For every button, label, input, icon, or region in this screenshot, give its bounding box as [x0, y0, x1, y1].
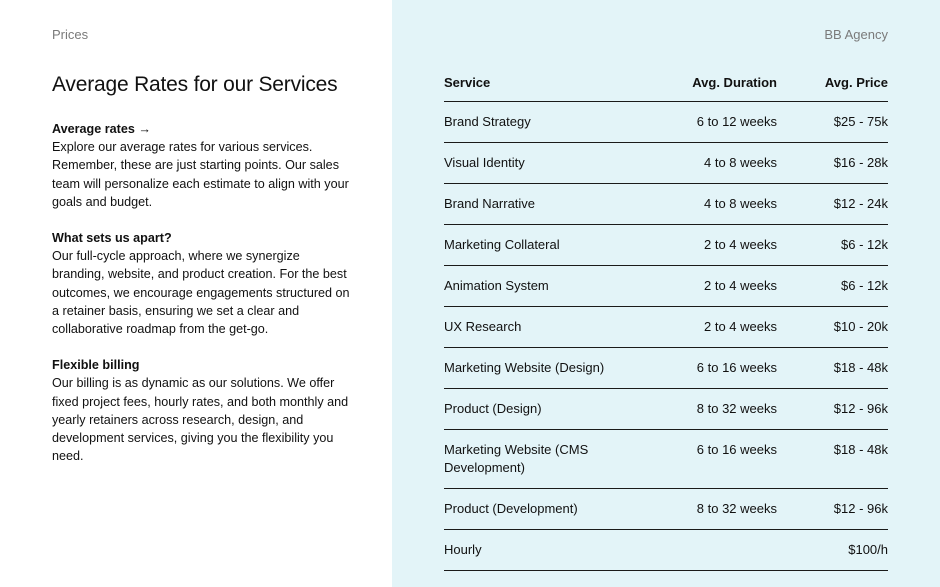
cell-service: Product (Development)	[444, 501, 578, 516]
table-row	[444, 307, 888, 348]
cell-price: $100/h	[848, 542, 888, 557]
table-body	[444, 102, 888, 571]
table-header	[444, 65, 888, 102]
cell-duration: 2 to 4 weeks	[704, 237, 777, 252]
table-row	[444, 184, 888, 225]
section-flexible-billing	[52, 356, 352, 465]
section-body: Our full-cycle approach, where we synergize branding, website, and product creation. For the best outcomes, we encourage engagements structured on a retainer basis, ensuring we set a clear and collaborative roadmap from the get-go.	[52, 249, 350, 337]
column-header-price: Avg. Price	[824, 75, 888, 90]
table-row	[444, 266, 888, 307]
section-what-sets-us-apart	[52, 229, 352, 338]
cell-service: Visual Identity	[444, 155, 525, 170]
cell-service: Animation System	[444, 278, 549, 293]
cell-price: $25 - 75k	[833, 114, 888, 129]
section-body: Explore our average rates for various services. Remember, these are just starting points. Our sales team will personalize each estimate to align with your goals and budget.	[52, 140, 349, 209]
table-row	[444, 530, 888, 571]
cell-duration: 4 to 8 weeks	[704, 155, 777, 170]
cell-price: $18 - 48k	[833, 360, 888, 375]
column-header-duration: Avg. Duration	[692, 75, 777, 90]
cell-duration: 2 to 4 weeks	[704, 278, 777, 293]
cell-service: Marketing Website (CMS Development)	[444, 442, 589, 475]
cell-service: Hourly	[444, 542, 482, 557]
cell-service: Brand Narrative	[444, 196, 536, 211]
table-row	[444, 430, 888, 489]
section-body: Our billing is as dynamic as our solutions. We offer fixed project fees, hourly rates, and both monthly and yearly retainers across research, design, and development services, giving you the flexibility you need.	[52, 376, 349, 464]
cell-service: UX Research	[444, 319, 522, 334]
cell-price: $12 - 96k	[833, 401, 888, 416]
table-row	[444, 102, 888, 143]
agency-name[interactable]: BB Agency	[824, 27, 888, 42]
cell-price: $16 - 28k	[833, 155, 888, 170]
cell-price: $12 - 24k	[833, 196, 888, 211]
cell-price: $18 - 48k	[833, 442, 888, 457]
breadcrumb[interactable]: Prices	[52, 27, 89, 42]
table-row	[444, 143, 888, 184]
cell-duration: 8 to 32 weeks	[696, 401, 777, 416]
table-row	[444, 389, 888, 430]
cell-duration: 6 to 12 weeks	[696, 114, 777, 129]
section-heading: Flexible billing	[52, 358, 140, 373]
right-panel	[392, 0, 940, 587]
table-row	[444, 225, 888, 266]
cell-duration: 4 to 8 weeks	[704, 196, 777, 211]
table-row	[444, 489, 888, 530]
price-table	[444, 65, 888, 571]
cell-service: Marketing Website (Design)	[444, 360, 605, 375]
left-panel	[0, 0, 392, 587]
section-heading[interactable]: Average rates →	[52, 122, 151, 136]
column-header-service: Service	[444, 75, 491, 90]
cell-price: $6 - 12k	[841, 278, 888, 293]
cell-duration: 6 to 16 weeks	[696, 360, 777, 375]
cell-duration: 8 to 32 weeks	[696, 501, 777, 516]
cell-service: Brand Strategy	[444, 114, 531, 129]
section-heading: What sets us apart?	[52, 231, 172, 246]
table-row	[444, 348, 888, 389]
cell-service: Product (Design)	[444, 401, 542, 416]
cell-duration: 6 to 16 weeks	[696, 442, 777, 457]
cell-price: $6 - 12k	[841, 237, 888, 252]
info-sections	[52, 120, 352, 483]
page-title: Average Rates for our Services	[52, 73, 338, 96]
cell-price: $12 - 96k	[833, 501, 888, 516]
cell-price: $10 - 20k	[833, 319, 888, 334]
cell-service: Marketing Collateral	[444, 237, 560, 252]
section-average-rates	[52, 120, 352, 211]
cell-duration: 2 to 4 weeks	[704, 319, 777, 334]
